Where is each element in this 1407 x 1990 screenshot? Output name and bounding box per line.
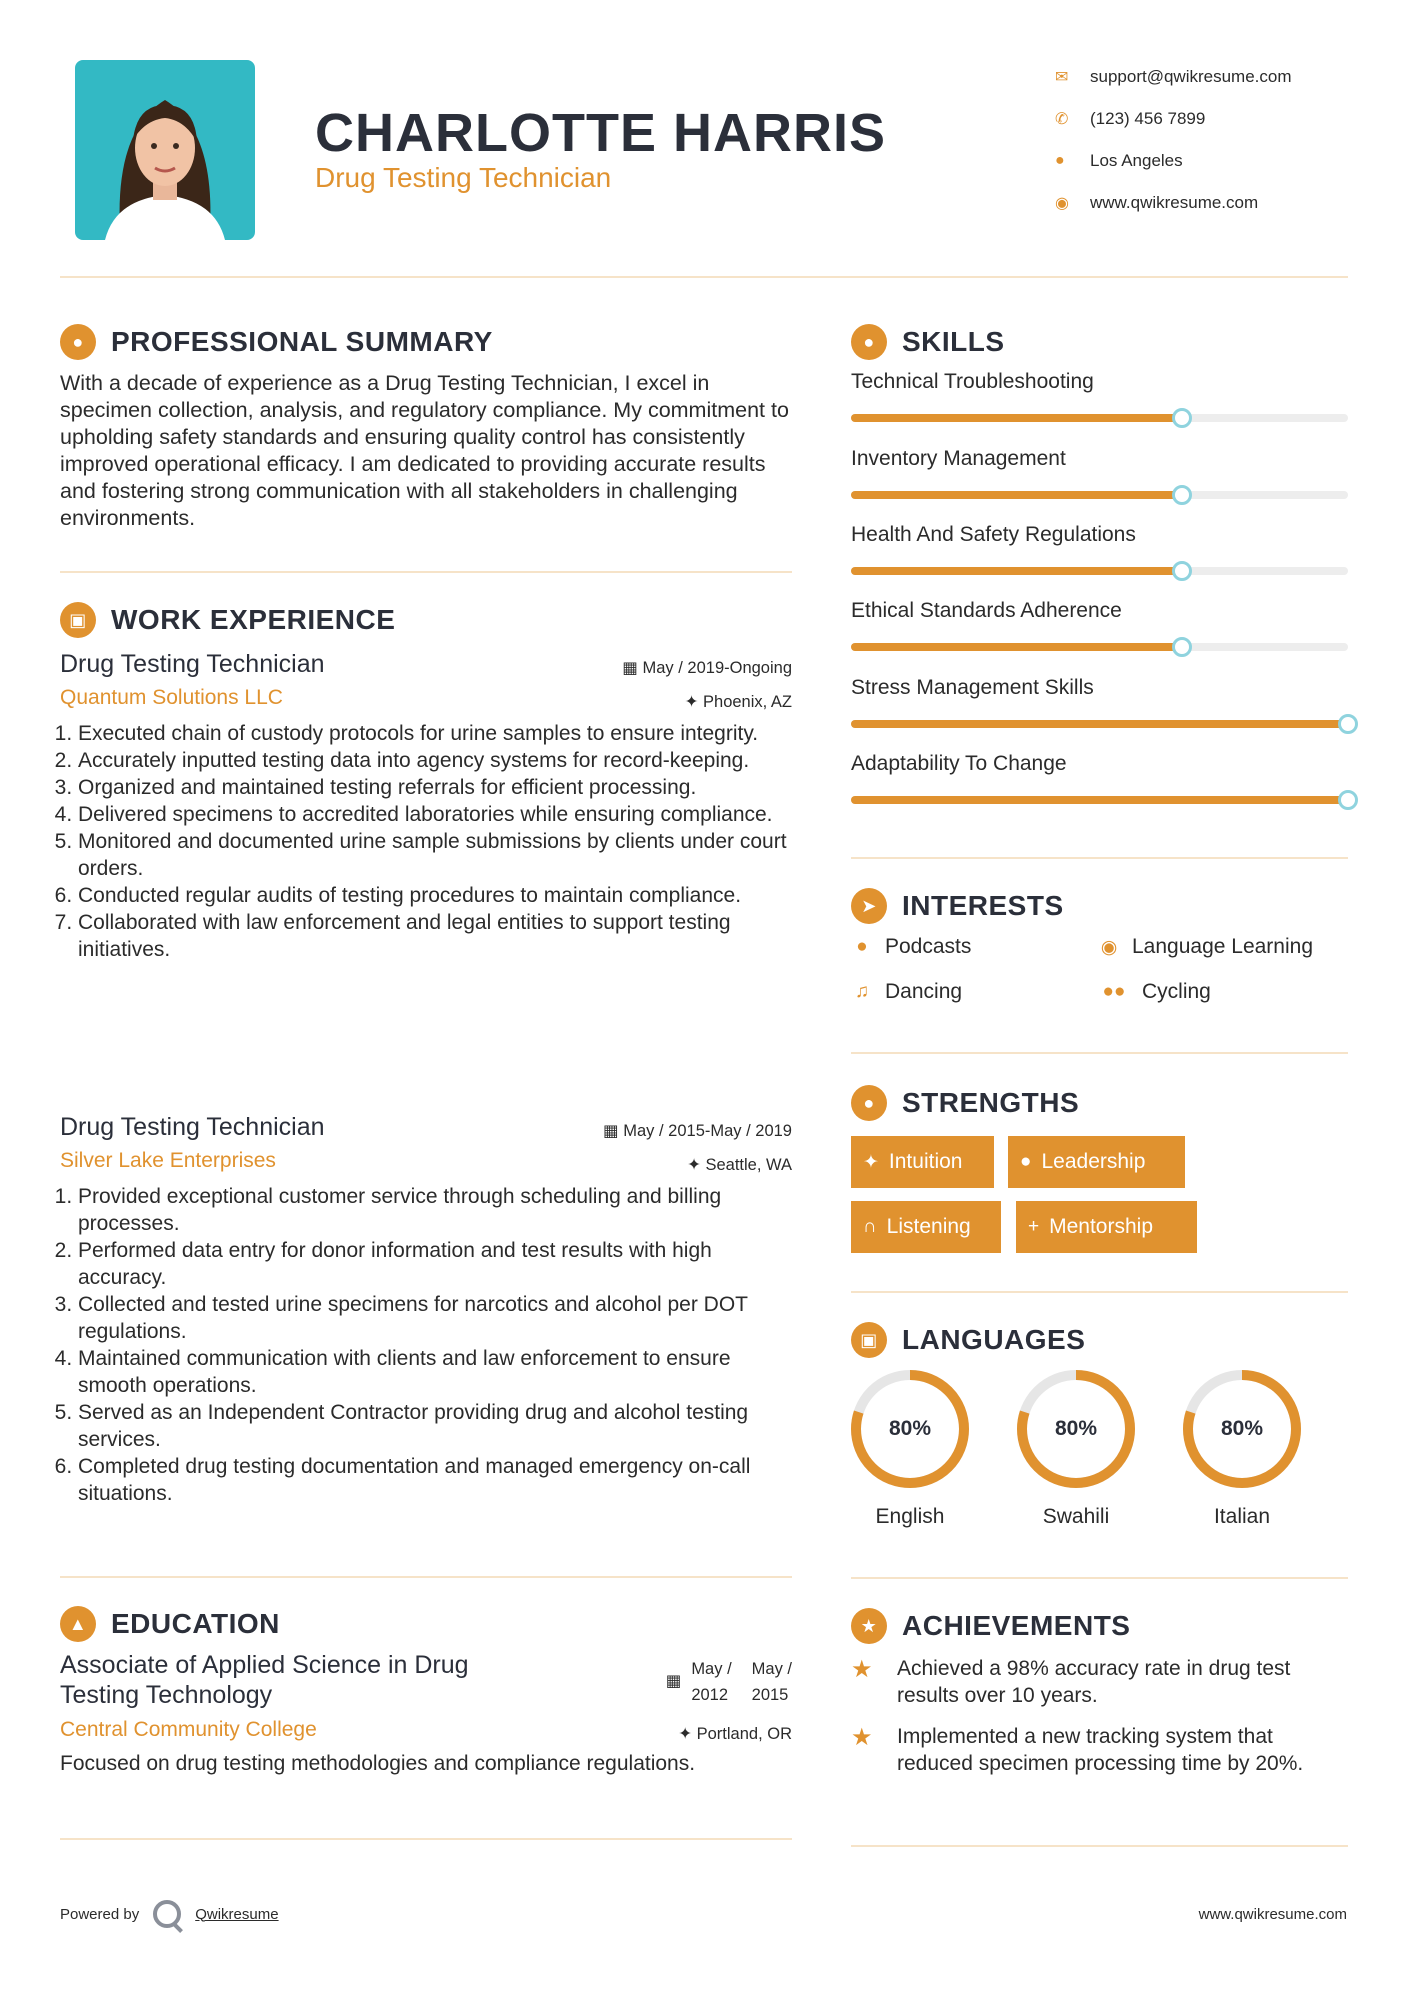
footer-powered-by bbox=[60, 1900, 279, 1928]
skill-name: Adaptability To Change bbox=[851, 752, 1067, 775]
skill-bar bbox=[851, 491, 1348, 499]
map-pin-icon: ● bbox=[1055, 152, 1065, 169]
list-item: 2. Performed data entry for donor information and test results with high accuracy. bbox=[78, 1237, 792, 1291]
education-location-text: Portland, OR bbox=[696, 1725, 792, 1743]
contact-location-text: Los Angeles bbox=[1090, 151, 1183, 170]
pin-icon: ✦ bbox=[678, 1725, 693, 1743]
experience-heading bbox=[60, 602, 395, 638]
interest-item bbox=[1098, 935, 1313, 959]
list-item: 7. Collaborated with law enforcement and legal entities to support testing initiatives. bbox=[78, 909, 792, 963]
skill-bar-knob bbox=[1338, 714, 1358, 734]
job-entry-2 bbox=[60, 1113, 792, 1507]
interest-item bbox=[1098, 980, 1211, 1004]
strength-label: Leadership bbox=[1041, 1150, 1146, 1173]
skill-name: Ethical Standards Adherence bbox=[851, 599, 1122, 622]
education-description: Focused on drug testing methodologies and compliance regulations. bbox=[60, 1752, 696, 1775]
candidate-name: CHARLOTTE HARRIS bbox=[315, 103, 886, 163]
job-bullets bbox=[60, 1183, 792, 1507]
language-percent: 80% bbox=[1220, 1417, 1264, 1440]
job-company: Silver Lake Enterprises bbox=[60, 1149, 276, 1172]
language-percent: 80% bbox=[1054, 1417, 1098, 1440]
job-date bbox=[603, 1121, 792, 1141]
job-location bbox=[687, 1155, 792, 1175]
star-badge-icon: ★ bbox=[851, 1608, 887, 1644]
job-role: Drug Testing Technician bbox=[60, 650, 325, 678]
strength-badge bbox=[1016, 1201, 1197, 1253]
skill-bar-knob bbox=[1338, 790, 1358, 810]
strength-label: Mentorship bbox=[1049, 1215, 1153, 1238]
qwikresume-logo-icon bbox=[153, 1900, 181, 1928]
contact-location bbox=[1055, 140, 1292, 182]
bicycle-icon: ●● bbox=[1102, 981, 1126, 1002]
job-date bbox=[622, 658, 792, 678]
skill-name: Health And Safety Regulations bbox=[851, 523, 1136, 546]
skill-bar bbox=[851, 414, 1348, 422]
job-entry-1 bbox=[60, 650, 792, 963]
skill-item bbox=[851, 676, 1348, 728]
experience-heading-text: WORK EXPERIENCE bbox=[111, 604, 396, 635]
strength-badge bbox=[1008, 1136, 1185, 1188]
education-divider bbox=[60, 1838, 792, 1840]
magic-wand-icon: ✦ bbox=[863, 1151, 879, 1173]
list-item: 1. Executed chain of custody protocols for urine samples to ensure integrity. bbox=[78, 720, 792, 747]
profile-photo-illustration bbox=[75, 60, 255, 240]
language-item bbox=[848, 1367, 972, 1529]
skill-bar-knob bbox=[1172, 485, 1192, 505]
experience-divider bbox=[60, 1576, 792, 1578]
star-icon: ★ bbox=[851, 1724, 873, 1751]
interests-heading-text: INTERESTS bbox=[902, 890, 1064, 921]
skill-item bbox=[851, 752, 1348, 804]
achievement-item bbox=[851, 1655, 1351, 1709]
profile-photo bbox=[75, 60, 255, 240]
languages-heading-text: LANGUAGES bbox=[902, 1324, 1086, 1355]
skill-name: Technical Troubleshooting bbox=[851, 370, 1094, 393]
skill-bar bbox=[851, 796, 1348, 804]
strength-label: Listening bbox=[886, 1215, 971, 1238]
achievement-text: Implemented a new tracking system that reduced specimen processing time by 20%. bbox=[897, 1725, 1304, 1775]
education-end-month: May / bbox=[751, 1660, 792, 1678]
education-degree-line2: Testing Technology bbox=[60, 1681, 273, 1709]
education-heading bbox=[60, 1606, 280, 1642]
education-entry bbox=[60, 1650, 792, 1776]
skills-divider bbox=[851, 857, 1348, 859]
header-divider bbox=[60, 276, 1348, 278]
interests-divider bbox=[851, 1052, 1348, 1054]
calendar-icon: ▦ bbox=[665, 1672, 682, 1690]
strengths-divider bbox=[851, 1291, 1348, 1293]
achievements-heading bbox=[851, 1608, 1130, 1644]
contact-phone-text: (123) 456 7899 bbox=[1090, 109, 1206, 128]
strength-badge bbox=[851, 1201, 1001, 1253]
calendar-icon: ▦ bbox=[622, 659, 638, 677]
interest-label: Dancing bbox=[885, 980, 963, 1003]
strength-badge bbox=[851, 1136, 994, 1188]
strengths-heading bbox=[851, 1085, 1079, 1121]
powered-by-text: Powered by bbox=[60, 1905, 140, 1923]
job-date-text: May / 2019-Ongoing bbox=[642, 659, 792, 677]
list-item: 6. Completed drug testing documentation and managed emergency on-call situations. bbox=[78, 1453, 792, 1507]
phone-icon: ✆ bbox=[1055, 111, 1069, 128]
skill-bar-fill bbox=[851, 414, 1182, 422]
job-location-text: Phoenix, AZ bbox=[703, 693, 792, 711]
language-item bbox=[1180, 1367, 1304, 1529]
calendar-icon: ▦ bbox=[603, 1122, 619, 1140]
brand-link[interactable]: Qwikresume bbox=[195, 1905, 279, 1923]
interest-item bbox=[851, 935, 971, 959]
pin-icon: ✦ bbox=[684, 693, 699, 711]
education-date bbox=[666, 1656, 792, 1708]
pin-icon: ✦ bbox=[687, 1156, 701, 1174]
skills-heading bbox=[851, 324, 1005, 360]
list-item: 6. Conducted regular audits of testing procedures to maintain compliance. bbox=[78, 882, 792, 909]
language-percent: 80% bbox=[888, 1417, 932, 1440]
skill-bar-knob bbox=[1172, 408, 1192, 428]
microphone-icon: ● bbox=[856, 936, 868, 957]
language-name: Italian bbox=[1213, 1505, 1271, 1528]
strength-label: Intuition bbox=[888, 1150, 963, 1173]
summary-heading bbox=[60, 324, 493, 360]
list-item: 4. Delivered specimens to accredited laboratories while ensuring compliance. bbox=[78, 801, 792, 828]
skill-bar-fill bbox=[851, 796, 1348, 804]
list-item: 2. Accurately inputted testing data into agency systems for record-keeping. bbox=[78, 747, 792, 774]
skill-bar-fill bbox=[851, 720, 1348, 728]
lightbulb-icon: ● bbox=[851, 324, 887, 360]
education-degree-line1: Associate of Applied Science in Drug bbox=[60, 1651, 469, 1679]
language-item bbox=[1014, 1367, 1138, 1529]
education-heading-text: EDUCATION bbox=[111, 1608, 280, 1639]
interest-label: Cycling bbox=[1142, 980, 1211, 1003]
list-item: 5. Served as an Independent Contractor providing drug and alcohol testing services. bbox=[78, 1399, 792, 1453]
contact-website-text: www.qwikresume.com bbox=[1090, 193, 1259, 212]
job-location-text: Seattle, WA bbox=[705, 1156, 792, 1174]
star-icon: ★ bbox=[851, 1656, 873, 1683]
user-plus-icon: + bbox=[1028, 1216, 1040, 1237]
fist-icon: ● bbox=[851, 1085, 887, 1121]
education-school: Central Community College bbox=[60, 1718, 317, 1741]
language-name: English bbox=[875, 1505, 945, 1528]
summary-heading-text: PROFESSIONAL SUMMARY bbox=[111, 326, 493, 357]
strengths-heading-text: STRENGTHS bbox=[902, 1087, 1080, 1118]
skill-item bbox=[851, 370, 1348, 422]
graduation-icon: ▲ bbox=[60, 1606, 96, 1642]
education-degree bbox=[60, 1650, 530, 1710]
contact-block bbox=[1055, 56, 1292, 224]
skill-bar-fill bbox=[851, 567, 1182, 575]
language-icon: ▣ bbox=[851, 1322, 887, 1358]
headphones-icon: ∩ bbox=[863, 1216, 877, 1237]
list-item: 1. Provided exceptional customer service through scheduling and billing processes. bbox=[78, 1183, 792, 1237]
skill-item bbox=[851, 523, 1348, 575]
interests-heading bbox=[851, 888, 1064, 924]
languages-divider bbox=[851, 1577, 1348, 1579]
skill-bar bbox=[851, 643, 1348, 651]
achievements-heading-text: ACHIEVEMENTS bbox=[902, 1610, 1131, 1641]
achievement-text: Achieved a 98% accuracy rate in drug test results over 10 years. bbox=[897, 1657, 1291, 1707]
globe-icon: ◉ bbox=[1100, 936, 1118, 958]
skill-bar-knob bbox=[1172, 561, 1192, 581]
contact-email[interactable] bbox=[1055, 56, 1292, 98]
list-item: 3. Collected and tested urine specimens for narcotics and alcohol per DOT regulations. bbox=[78, 1291, 792, 1345]
job-date-text: May / 2015-May / 2019 bbox=[623, 1122, 792, 1140]
skill-bar-fill bbox=[851, 491, 1182, 499]
skill-item bbox=[851, 447, 1348, 499]
music-note-icon: ♫ bbox=[854, 981, 870, 1002]
user-icon: ● bbox=[60, 324, 96, 360]
envelope-icon: ✉ bbox=[1055, 69, 1069, 86]
globe-icon: ◉ bbox=[1055, 195, 1069, 212]
languages-heading bbox=[851, 1322, 1085, 1358]
skill-bar-knob bbox=[1172, 637, 1192, 657]
education-end bbox=[752, 1656, 792, 1708]
skill-bar-fill bbox=[851, 643, 1182, 651]
job-company: Quantum Solutions LLC bbox=[60, 686, 283, 709]
summary-text: With a decade of experience as a Drug Testing Technician, I excel in specimen collection, analysis, and regulatory compliance. My commitment to upholding safety standards and ensuring quality control has consistently improved operational efficacy. I am dedicated to providing accurate results and fostering strong communication with all stakeholders in challenging environments. bbox=[60, 371, 789, 530]
summary-divider bbox=[60, 571, 792, 573]
education-location bbox=[678, 1724, 792, 1744]
list-item: 5. Monitored and documented urine sample submissions by clients under court orders. bbox=[78, 828, 792, 882]
footer-website[interactable]: www.qwikresume.com bbox=[1198, 1906, 1347, 1923]
skill-name: Inventory Management bbox=[851, 447, 1066, 470]
education-start-month: May / bbox=[691, 1660, 732, 1678]
skill-item bbox=[851, 599, 1348, 651]
list-item: 4. Maintained communication with clients and law enforcement to ensure smooth operations. bbox=[78, 1345, 792, 1399]
skill-bar bbox=[851, 567, 1348, 575]
achievement-item bbox=[851, 1723, 1351, 1777]
interest-label: Language Learning bbox=[1132, 935, 1314, 958]
education-start bbox=[691, 1656, 731, 1708]
contact-email-text: support@qwikresume.com bbox=[1090, 67, 1292, 86]
interest-item bbox=[851, 980, 962, 1004]
interest-label: Podcasts bbox=[885, 935, 972, 958]
contact-phone[interactable] bbox=[1055, 98, 1292, 140]
skill-bar bbox=[851, 720, 1348, 728]
achievements-divider bbox=[851, 1845, 1348, 1847]
contact-website[interactable] bbox=[1055, 182, 1292, 224]
chair-icon: ▣ bbox=[60, 602, 96, 638]
education-start-year: 2012 bbox=[691, 1686, 729, 1704]
job-bullets bbox=[60, 720, 792, 963]
job-location bbox=[685, 692, 792, 712]
job-role: Drug Testing Technician bbox=[60, 1113, 325, 1141]
paper-plane-icon: ➤ bbox=[851, 888, 887, 924]
language-name: Swahili bbox=[1042, 1505, 1110, 1528]
education-end-year: 2015 bbox=[751, 1686, 789, 1704]
candidate-title: Drug Testing Technician bbox=[315, 162, 612, 193]
users-icon: ● bbox=[1020, 1151, 1032, 1172]
list-item: 3. Organized and maintained testing referrals for efficient processing. bbox=[78, 774, 792, 801]
skill-name: Stress Management Skills bbox=[851, 676, 1094, 699]
skills-heading-text: SKILLS bbox=[902, 326, 1005, 357]
